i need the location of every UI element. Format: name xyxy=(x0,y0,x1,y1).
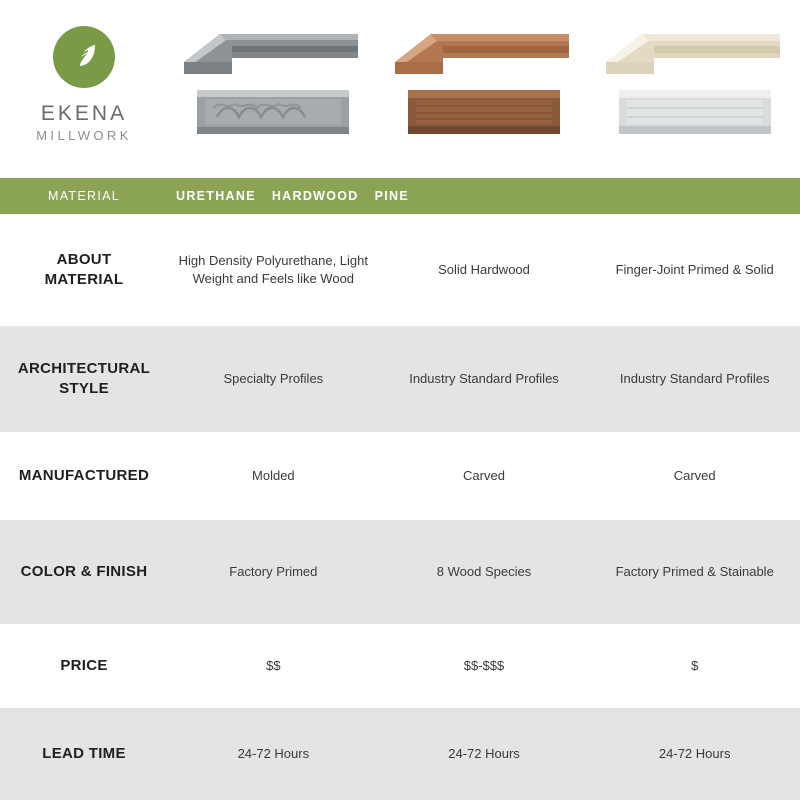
cell-manufactured-urethane: Molded xyxy=(252,468,295,484)
table-row xyxy=(0,624,800,708)
cell-about-urethane: High Density Polyurethane, Light Weight and Feels like Wood xyxy=(178,253,368,286)
sample-images xyxy=(168,0,800,140)
header-pine: PINE xyxy=(374,188,410,203)
crown-moulding-angled-pine-icon xyxy=(602,16,788,78)
row-label-line2: STYLE xyxy=(59,380,109,397)
crown-moulding-profile-wood-icon xyxy=(404,84,564,140)
row-label-line1: ARCHITECTURAL xyxy=(17,359,151,377)
cell-manufactured-hardwood: Carved xyxy=(463,468,505,484)
cell-style-hardwood: Industry Standard Profiles xyxy=(409,371,559,387)
cell-lead-pine: 24-72 Hours xyxy=(658,746,731,762)
pine-sample xyxy=(589,16,800,140)
cell-about-pine: Finger-Joint Primed & Solid xyxy=(615,262,774,278)
cell-lead-urethane: 24-72 Hours xyxy=(237,746,310,762)
crown-moulding-angled-wood-icon xyxy=(391,16,577,78)
cell-color-pine: Factory Primed & Stainable xyxy=(615,564,774,580)
cell-price-hardwood: $$-$$$ xyxy=(463,658,505,674)
crown-moulding-angled-gray-icon xyxy=(180,16,366,78)
crown-moulding-profile-white-icon xyxy=(615,84,775,140)
cell-lead-hardwood: 24-72 Hours xyxy=(448,746,520,762)
cell-manufactured-pine: Carved xyxy=(673,468,716,484)
cell-color-urethane: Factory Primed xyxy=(229,564,318,580)
hardwood-sample xyxy=(379,16,590,140)
brand-sub: MILLWORK xyxy=(36,128,132,144)
brand-name: EKENA xyxy=(40,102,128,125)
cell-about-hardwood: Solid Hardwood xyxy=(438,262,530,278)
table-row xyxy=(0,708,800,800)
row-label-architectural-style xyxy=(0,359,168,400)
header-hardwood: HARDWOOD xyxy=(271,188,359,203)
urethane-sample xyxy=(168,16,379,140)
cell-style-pine: Industry Standard Profiles xyxy=(619,371,770,387)
row-label-lead-time: LEAD TIME xyxy=(42,744,126,762)
header-material: MATERIAL xyxy=(48,188,120,203)
leaf-icon xyxy=(53,26,115,88)
cell-price-urethane: $$ xyxy=(266,658,281,674)
row-label-price: PRICE xyxy=(60,656,108,674)
table-row xyxy=(0,520,800,624)
row-label-manufactured: MANUFACTURED xyxy=(18,466,150,484)
row-label-about-material xyxy=(0,250,168,291)
header xyxy=(0,0,800,178)
table-row xyxy=(0,432,800,520)
header-urethane: URETHANE xyxy=(176,188,256,203)
cell-price-pine: $ xyxy=(691,658,699,674)
table-row xyxy=(0,214,800,326)
row-label-color-finish: COLOR & FINISH xyxy=(20,562,148,580)
cell-color-hardwood: 8 Wood Species xyxy=(436,564,532,580)
table-row xyxy=(0,326,800,432)
row-label-line2: MATERIAL xyxy=(44,271,124,288)
comparison-table xyxy=(0,178,800,800)
brand-logo xyxy=(0,0,168,143)
table-header-row xyxy=(0,178,800,214)
cell-style-urethane: Specialty Profiles xyxy=(223,371,324,387)
crown-moulding-profile-gray-icon xyxy=(193,84,353,140)
row-label-line1: ABOUT xyxy=(56,250,112,268)
